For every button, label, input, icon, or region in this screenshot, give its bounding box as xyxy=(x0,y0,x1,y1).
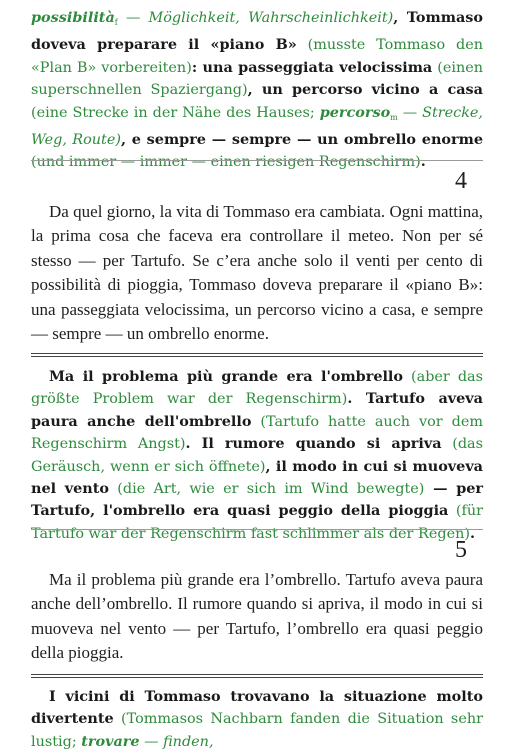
divider xyxy=(31,160,483,161)
annotated-paragraph-bottom xyxy=(31,686,483,753)
gender-marker: f xyxy=(114,18,118,27)
story-paragraph-4 xyxy=(31,200,483,346)
annotated-paragraph-mid xyxy=(31,366,483,545)
german-gloss: (Tartufo hatte auch vor dem Regenschirm Angst) xyxy=(31,413,483,453)
italian-phrase: : una passeggiata velocissima xyxy=(191,58,433,76)
german-gloss: (eine Strecke in der Nähe des Hauses; xyxy=(31,104,320,121)
annotated-text xyxy=(31,7,483,174)
italian-phrase: , un percorso vicino a casa xyxy=(247,81,483,99)
annotated-text xyxy=(31,366,483,545)
italian-phrase: — per Tartufo, l'ombrello era quasi peggio della pioggia xyxy=(31,480,483,520)
story-text: Da quel giorno, la vita di Tommaso era cambiata. Ogni mattina, la prima cosa che faceva era controllare il meteo. Non per sé stesso — per Tartufo. Se c’era anche solo il venti per cento di possibilità di pioggia, Tommaso doveva preparare il «piano B»: una passeggiata velocissima, un percorso vicino a casa, e sempre — sempre — un ombrello enorme. xyxy=(31,202,483,344)
double-divider-top xyxy=(31,353,483,354)
story-text: Ma il problema più grande era l’ombrello. Tartufo aveva paura anche dell’ombrello. Il rumore quando si apriva, il modo in cui si muoveva nel vento — per Tartufo, l’ombrello era quasi peggio della pioggia. xyxy=(31,570,483,663)
section-number: 5 xyxy=(455,537,467,563)
vocab-word: percorso xyxy=(319,103,391,121)
italian-phrase: , Tommaso doveva preparare il «piano B» xyxy=(31,9,484,54)
german-gloss: (für Tartufo war der Regenschirm fast schlimmer als der Regen) xyxy=(31,503,483,542)
story-paragraph-5 xyxy=(31,568,483,666)
italian-phrase: , il modo in cui si muoveva nel vento xyxy=(31,457,483,498)
italian-phrase: . Tartufo aveva paura anche dell'ombrello xyxy=(31,390,483,430)
italian-phrase: . Il rumore quando si apriva xyxy=(185,435,442,453)
italian-phrase: I vicini di Tommaso trovavano la situazione molto divertente xyxy=(31,688,483,728)
vocab-word: possibilità xyxy=(31,9,115,26)
gender-marker: m xyxy=(390,112,398,122)
german-gloss: (aber das größte Problem war der Regenschirm) xyxy=(31,369,483,408)
italian-phrase: , e sempre — sempre — un ombrello enorme xyxy=(120,131,483,149)
vocab-gloss: — Möglichkeit, Wahrscheinlichkeit) xyxy=(117,10,394,26)
vocab-word: trovare xyxy=(81,732,140,750)
annotated-text xyxy=(31,686,483,753)
german-gloss: (Tommasos Nachbarn fanden die Situation sehr lustig; xyxy=(31,711,483,750)
german-gloss: (und immer — immer — einen riesigen Regenschirm) xyxy=(31,154,421,171)
italian-phrase: Ma il problema più grande era l'ombrello xyxy=(49,368,404,385)
punctuation: . xyxy=(469,524,475,542)
german-gloss: (einen superschnellen Spaziergang) xyxy=(31,59,483,99)
double-divider-top xyxy=(31,674,483,675)
german-gloss: (musste Tommaso den «Plan B» vorbereiten) xyxy=(31,37,483,76)
annotated-paragraph-top xyxy=(31,7,483,174)
double-divider-bottom xyxy=(31,677,483,678)
punctuation: . xyxy=(420,153,426,171)
section-number: 4 xyxy=(455,168,467,194)
german-gloss: (die Art, wie er sich im Wind bewegte) xyxy=(109,481,425,498)
vocab-gloss: — Strecke, Weg, Route) xyxy=(31,104,484,149)
vocab-gloss: — finden, xyxy=(139,733,214,750)
german-gloss: (das Geräusch, wenn er sich öffnete) xyxy=(31,436,483,475)
double-divider-bottom xyxy=(31,356,483,357)
divider xyxy=(31,529,483,530)
